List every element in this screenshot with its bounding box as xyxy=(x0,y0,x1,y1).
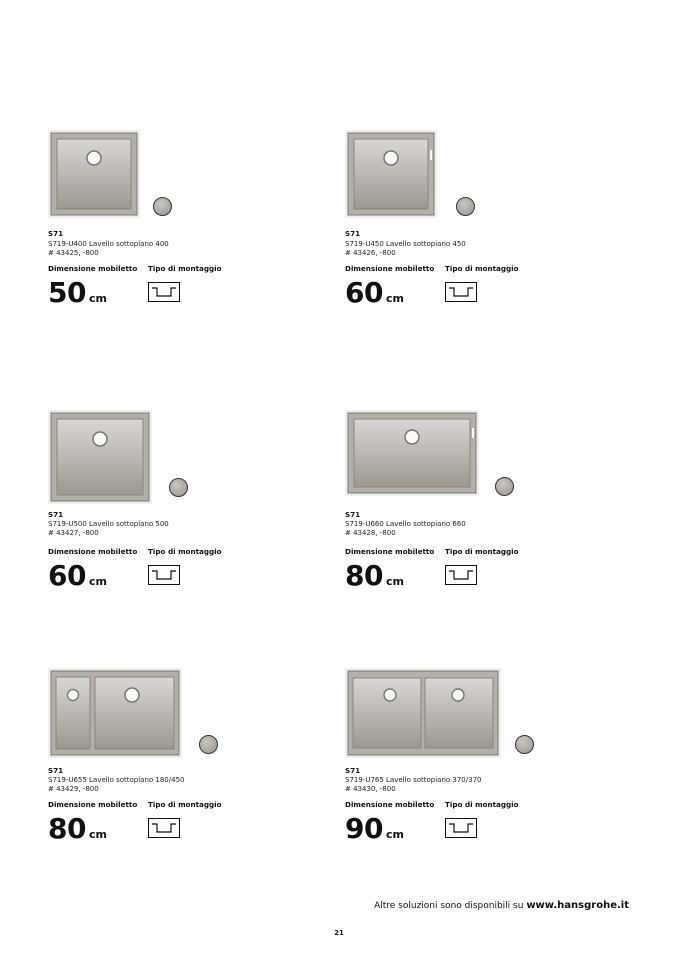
size-unit: cm xyxy=(385,292,404,305)
series-label: S71 xyxy=(345,230,361,238)
undermount-icon xyxy=(148,818,180,838)
footer-note xyxy=(374,900,629,911)
series-label: S71 xyxy=(345,511,361,519)
mounting-label: Tipo di montaggio xyxy=(445,800,519,809)
cabinet-size xyxy=(48,812,107,845)
product-code: # 43430, -800 xyxy=(345,785,396,793)
series-label: S71 xyxy=(48,230,64,238)
sink-single-bowl-image xyxy=(345,410,479,496)
cabinet-size xyxy=(48,559,107,592)
series-label: S71 xyxy=(48,511,64,519)
product-code: # 43426, -800 xyxy=(345,249,396,257)
product-name: S719-U660 Lavello sottopiano 660 xyxy=(345,520,466,528)
series-label: S71 xyxy=(48,767,64,775)
product-card xyxy=(345,410,605,610)
cabinet-size xyxy=(345,812,404,845)
undermount-icon xyxy=(148,282,180,302)
product-code: # 43425, -800 xyxy=(48,249,99,257)
size-unit: cm xyxy=(88,828,107,841)
cabinet-label: Dimensione mobiletto xyxy=(345,547,435,556)
size-value: 50 xyxy=(48,276,86,309)
product-code: # 43427, -800 xyxy=(48,529,99,537)
size-value: 80 xyxy=(48,812,86,845)
sink-single-bowl-image xyxy=(48,410,152,504)
page-number: 21 xyxy=(334,929,344,937)
sink-double-bowl-image xyxy=(48,668,182,758)
size-value: 60 xyxy=(345,276,383,309)
mounting-label: Tipo di montaggio xyxy=(445,264,519,273)
series-label: S71 xyxy=(345,767,361,775)
product-name: S719-U450 Lavello sottopiano 450 xyxy=(345,240,466,248)
product-name: S719-U400 Lavello sottopiano 400 xyxy=(48,240,169,248)
size-unit: cm xyxy=(385,575,404,588)
size-unit: cm xyxy=(88,575,107,588)
undermount-icon xyxy=(445,565,477,585)
undermount-icon xyxy=(445,282,477,302)
mounting-label: Tipo di montaggio xyxy=(148,264,222,273)
finish-swatch xyxy=(199,735,218,754)
product-code: # 43428, -800 xyxy=(345,529,396,537)
sink-single-bowl-image xyxy=(345,130,437,218)
sink-single-bowl-image xyxy=(48,130,140,218)
finish-swatch xyxy=(456,197,475,216)
product-card xyxy=(345,668,605,868)
product-code: # 43429, -800 xyxy=(48,785,99,793)
cabinet-label: Dimensione mobiletto xyxy=(48,264,138,273)
size-value: 80 xyxy=(345,559,383,592)
size-unit: cm xyxy=(385,828,404,841)
product-name: S719-U765 Lavello sottopiano 370/370 xyxy=(345,776,482,784)
cabinet-label: Dimensione mobiletto xyxy=(48,800,138,809)
finish-swatch xyxy=(495,477,514,496)
size-value: 90 xyxy=(345,812,383,845)
product-card xyxy=(345,130,605,330)
mounting-label: Tipo di montaggio xyxy=(148,800,222,809)
finish-swatch xyxy=(153,197,172,216)
product-card xyxy=(48,668,308,868)
mounting-label: Tipo di montaggio xyxy=(445,547,519,556)
undermount-icon xyxy=(445,818,477,838)
product-name: S719-U655 Lavello sottopiano 180/450 xyxy=(48,776,185,784)
finish-swatch xyxy=(169,478,188,497)
cabinet-label: Dimensione mobiletto xyxy=(48,547,138,556)
mounting-label: Tipo di montaggio xyxy=(148,547,222,556)
website-link[interactable]: www.hansgrohe.it xyxy=(526,900,629,911)
product-card xyxy=(48,130,308,330)
cabinet-label: Dimensione mobiletto xyxy=(345,800,435,809)
undermount-icon xyxy=(148,565,180,585)
cabinet-label: Dimensione mobiletto xyxy=(345,264,435,273)
product-card xyxy=(48,410,308,610)
product-name: S719-U500 Lavello sottopiano 500 xyxy=(48,520,169,528)
cabinet-size xyxy=(345,276,404,309)
cabinet-size xyxy=(48,276,107,309)
sink-double-bowl-image xyxy=(345,668,501,758)
footer-text: Altre soluzioni sono disponibili su xyxy=(374,901,524,911)
size-unit: cm xyxy=(88,292,107,305)
size-value: 60 xyxy=(48,559,86,592)
finish-swatch xyxy=(515,735,534,754)
cabinet-size xyxy=(345,559,404,592)
